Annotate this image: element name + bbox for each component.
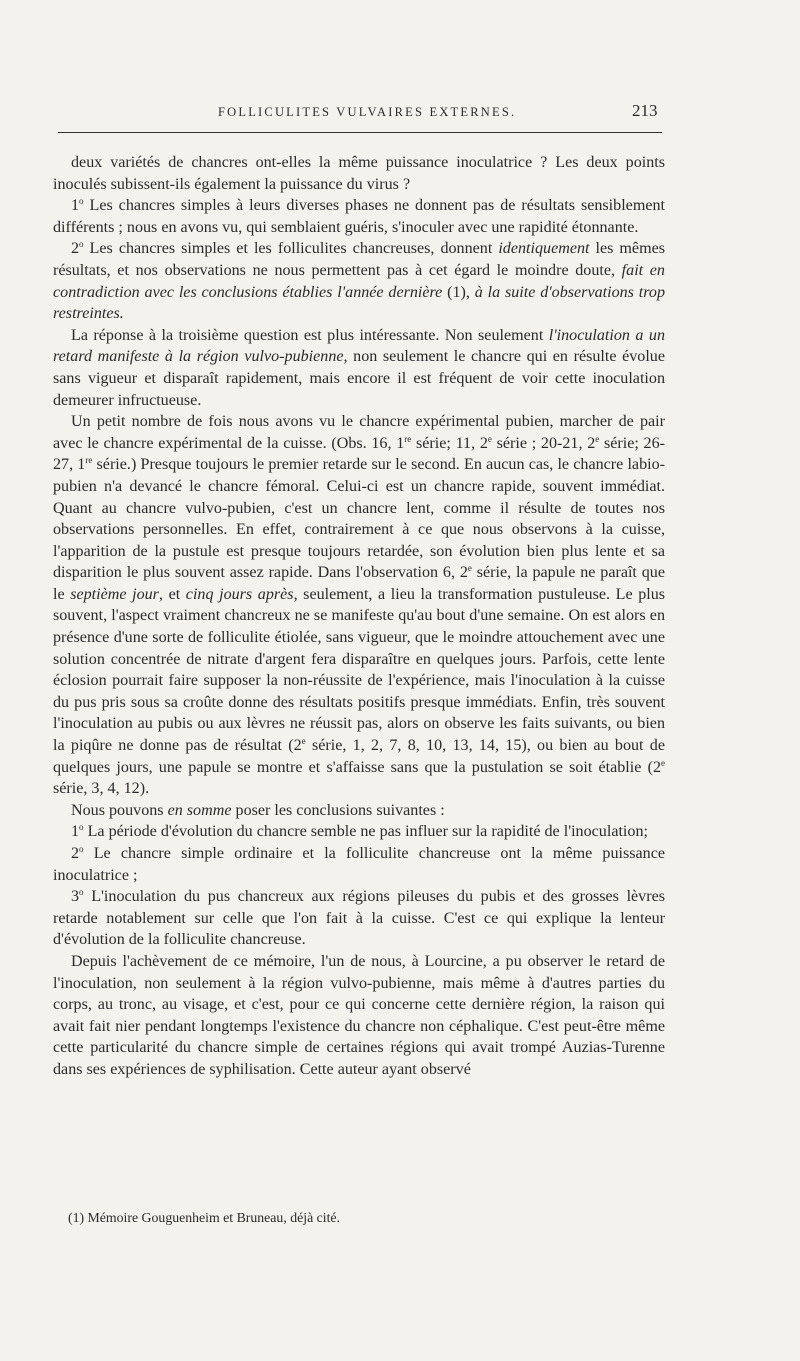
- ordinal-marker: re: [85, 455, 93, 466]
- italic-text: septième jour: [70, 585, 159, 603]
- italic-text: l'inoculation a un retard manifeste à la région vulvo-pubienne,: [53, 326, 665, 366]
- paragraph-text: , et: [158, 585, 186, 603]
- ordinal-marker: re: [404, 433, 412, 444]
- paragraph: [53, 411, 665, 800]
- italic-text: cinq jours après: [185, 585, 294, 603]
- paragraph-text: Nous pouvons: [71, 801, 168, 819]
- paragraph-text: Un petit nombre de fois nous avons vu le chancre expérimental pubien, marcher de pair avec le chancre expérimental de la cuisse. (Obs. 16, 1: [53, 413, 665, 452]
- paragraph: deux variétés de chancres ont-elles la même puissance inoculatrice ? Les deux points inoculés subissent-ils également la puissance du virus ?: [53, 154, 665, 193]
- paragraph-text: série, 3, 4, 12).: [53, 780, 150, 798]
- paragraph: [53, 886, 665, 951]
- ordinal-marker: e: [467, 563, 472, 574]
- running-title: FOLLICULITES VULVAIRES EXTERNES.: [218, 105, 517, 119]
- ordinal-marker: o: [79, 844, 84, 854]
- paragraph-text: série ; 20-21, 2: [491, 434, 596, 452]
- ordinal-marker: o: [79, 822, 84, 833]
- paragraph-text: série, la papule ne paraît que le: [53, 564, 665, 603]
- ordinal-marker: e: [487, 433, 492, 444]
- paragraph: [53, 325, 665, 411]
- ordinal-marker: e: [661, 757, 665, 768]
- footnote: (1) Mémoire Gouguenheim et Bruneau, déjà cité.: [68, 1210, 341, 1225]
- item-number: 2: [71, 240, 80, 258]
- paragraph: [53, 843, 665, 886]
- page-number: 213: [632, 101, 658, 120]
- paragraph: Depuis l'achèvement de ce mémoire, l'un de nous, à Lourcine, a pu observer le retard de l'inoculation, non seulement à la région vulvo-pubienne, mais même à d'autres parties du corps, au tronc, au visage, et c'est, pour ce qui concerne cette dernière région, la raison qui avait fait nier pendant longtemps l'existence du chancre non céphalique. C'est peut-être même cette particularité du chancre simple de certaines régions qui avait trompé Auzias-Turenne dans ses expériences de syphilisation. Cette auteur ayant observé: [53, 952, 665, 1078]
- ordinal-marker: o: [79, 196, 84, 207]
- paragraph-text: Les chancres simples à leurs diverses phases ne donnent pas de résultats sensiblement différents ; nous en avons vu, qui semblaient guéris, s'inoculer avec une rapidité étonnante.: [53, 197, 665, 236]
- paragraph-text: série; 11, 2: [411, 434, 488, 452]
- item-number: 3: [71, 888, 80, 906]
- paragraph-text: série; 26-27, 1: [53, 434, 666, 474]
- paragraph: [53, 238, 665, 324]
- item-number: 1: [71, 197, 80, 215]
- paragraph-text: L'inoculation du pus chancreux aux régions pileuses du pubis et des grosses lèvres retarde notablement sur celle que l'on fait à la cuisse. C'est ce qui explique la lenteur d'évolution de la folliculite chancreuse.: [53, 888, 665, 949]
- italic-text: fait en contradiction avec les conclusions établies l'année dernière: [53, 261, 665, 301]
- paragraph: [53, 821, 665, 843]
- paragraph-text: La réponse à la troisième question est plus intéressante. Non seulement: [71, 326, 549, 344]
- ordinal-marker: e: [595, 433, 600, 444]
- paragraph-text: Les chancres simples et les folliculites chancreuses, donnent: [83, 240, 499, 258]
- italic-text: identiquement: [498, 240, 590, 258]
- paragraph-text: série.) Presque toujours le premier retarde sur le second. En aucun cas, le chancre labio-pubien n'a devancé le chancre fémoral. Celui-ci est un chancre rapide, souvent immédiat. Quant au chancre vulvo-pubien, c'est un chancre lent, comme il résulte de toutes nos observations personnelles. En effet, contrairement à ce que nous observons à la cuisse, l'apparition de la pustule est presque toujours retardée, son évolution bien plus lente et sa disparition le plus souvent assez rapide. Dans l'observation 6, 2: [53, 456, 666, 582]
- item-number: 1: [71, 823, 80, 841]
- paragraph-text: non seulement le chancre qui en résulte évolue sans vigueur et disparaît rapidement, mais encore il est fréquent de voir cette inoculation demeurer infructueuse.: [53, 348, 665, 409]
- paragraph: [53, 800, 665, 822]
- ordinal-marker: o: [79, 887, 84, 898]
- paragraph-text: Le chancre simple ordinaire et la folliculite chancreuse ont la même puissance inoculatrice ;: [53, 845, 665, 884]
- paragraph-text: les mêmes résultats, et nos observations ne nous permettent pas à cet égard le moindre doute,: [53, 240, 665, 279]
- paragraph-text: , seulement, a lieu la transformation pustuleuse. Le plus souvent, l'aspect vraiment chancreux ne se manifeste qu'au bout d'une semaine. On est alors en présence d'une sorte de folliculite étiolée, sans vigueur, que le moindre attouchement avec une solution concentrée de nitrate d'argent fera disparaître en quelques jours. Parfois, cette lente éclosion pourrait faire supposer la non-réussite de l'expérience, mais l'inoculation à la cuisse du pus pris sous sa croûte donne des résultats positifs presque immédiats. Enfin, très souvent l'inoculation au pubis ou aux lèvres ne réussit pas, alors on observe les faits suivants, ou bien la piqûre ne donne pas de résultat (2: [53, 585, 666, 755]
- paragraph-text: (1),: [442, 283, 475, 301]
- body-text: [53, 152, 665, 1081]
- paragraph-text: La période d'évolution du chancre semble ne pas influer sur la rapidité de l'inoculation;: [83, 823, 648, 841]
- italic-text: en somme: [167, 801, 232, 819]
- paragraph-text: poser les conclusions suivantes :: [231, 801, 445, 819]
- header-rule: [58, 132, 662, 133]
- item-number: 2: [71, 845, 80, 862]
- italic-text: à la suite d'observations trop restreintes.: [53, 283, 665, 323]
- ordinal-marker: e: [301, 736, 306, 747]
- ordinal-marker: o: [79, 239, 84, 250]
- paragraph-text: série, 1, 2, 7, 8, 10, 13, 14, 15), ou bien au bout de quelques jours, une papule se montre et s'affaisse sans que la pustulation se soit établie (2: [53, 737, 665, 776]
- paragraph: [53, 195, 665, 238]
